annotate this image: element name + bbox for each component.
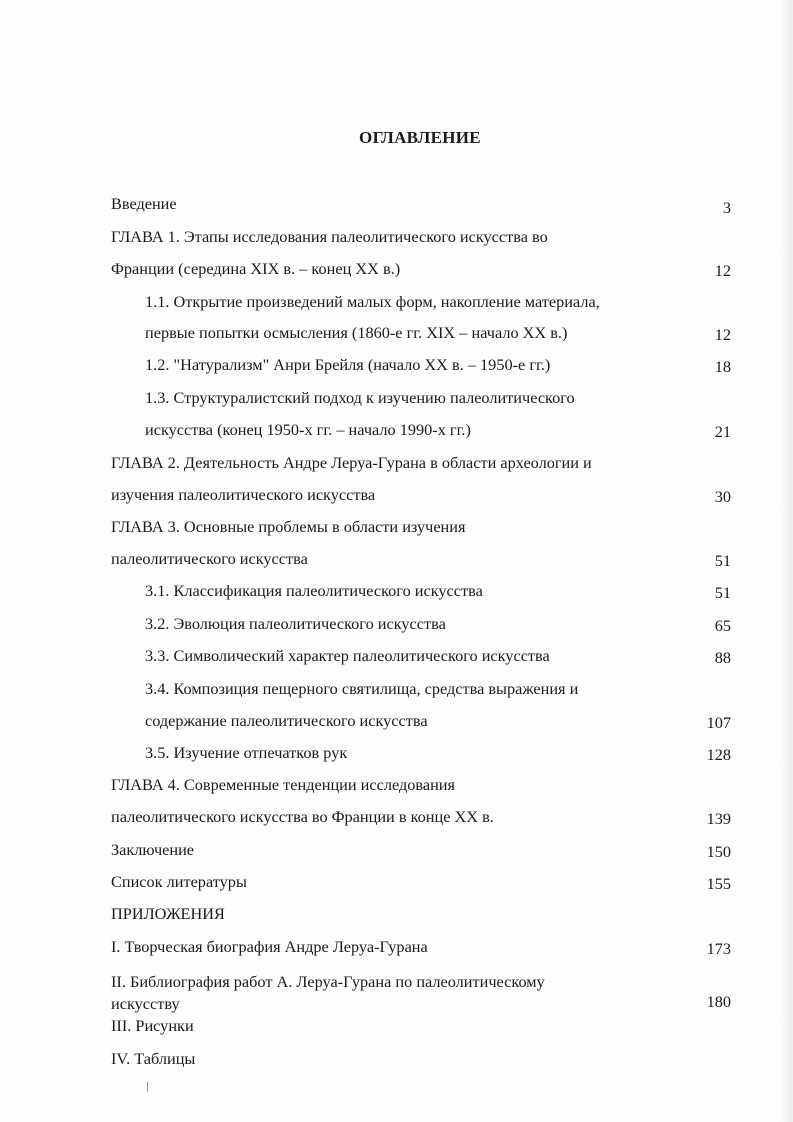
toc-entry-6-line-1: ГЛАВА 2. Деятельность Андре Леруа-Гурана в области археологии и bbox=[111, 453, 592, 472]
page-title: ОГЛАВЛЕНИЕ bbox=[359, 128, 481, 147]
toc-entry-13-page-number: 139 bbox=[706, 809, 731, 828]
toc-entry-20-line-1: IV. Таблицы bbox=[111, 1049, 196, 1068]
toc-entry-7-line-1: ГЛАВА 3. Основные проблемы в области изучения bbox=[111, 517, 466, 536]
toc-entry-4-line-1: 1.2. "Натурализм" Анри Брейля (начало XX в. – 1950-е гг.) bbox=[145, 355, 551, 374]
toc-entry-16-line-1: ПРИЛОЖЕНИЯ bbox=[111, 904, 225, 923]
toc-entry-17-line-1: I. Творческая биография Андре Леруа-Гурана bbox=[111, 937, 428, 956]
toc-entry-7-page-number: 51 bbox=[714, 551, 731, 570]
toc-entry-17-page-number: 173 bbox=[706, 939, 731, 958]
toc-entry-1-line-1: Введение bbox=[111, 194, 177, 213]
toc-entry-14-page-number: 150 bbox=[706, 842, 731, 861]
toc-entry-15-page-number: 155 bbox=[706, 874, 731, 893]
toc-entry-13-line-1: ГЛАВА 4. Современные тенденции исследования bbox=[111, 775, 456, 794]
toc-entry-6-page-number: 30 bbox=[714, 487, 731, 506]
toc-entry-9-page-number: 65 bbox=[714, 616, 731, 635]
toc-entry-1-page-number: 3 bbox=[722, 198, 731, 217]
toc-entry-5-line-1: 1.3. Структуралистский подход к изучению палеолитического bbox=[145, 388, 575, 407]
toc-entry-11-line-1: 3.4. Композиция пещерного святилища, средства выражения и bbox=[145, 679, 579, 698]
toc-entry-18-line-1: II. Библиография работ А. Леруа-Гурана по палеолитическому bbox=[111, 972, 545, 991]
toc-entry-8-page-number: 51 bbox=[714, 583, 731, 602]
toc-entry-8-line-1: 3.1. Классификация палеолитического искусства bbox=[145, 581, 483, 600]
scan-mark bbox=[147, 1082, 148, 1092]
toc-entry-5-page-number: 21 bbox=[714, 422, 731, 441]
toc-entry-15-line-1: Список литературы bbox=[111, 872, 247, 891]
toc-entry-3-page-number: 12 bbox=[714, 325, 731, 344]
toc-entry-11-line-2: содержание палеолитического искусства bbox=[145, 711, 428, 730]
toc-entry-10-page-number: 88 bbox=[714, 648, 731, 667]
toc-entry-2-page-number: 12 bbox=[714, 261, 731, 280]
toc-entry-11-page-number: 107 bbox=[706, 713, 731, 732]
toc-entry-6-line-2: изучения палеолитического искусства bbox=[111, 485, 376, 504]
toc-entry-7-line-2: палеолитического искусства bbox=[111, 549, 308, 568]
toc-entry-12-page-number: 128 bbox=[706, 745, 731, 764]
toc-entry-18-page-number: 180 bbox=[706, 992, 731, 1011]
toc-entry-4-page-number: 18 bbox=[714, 357, 731, 376]
toc-entry-12-line-1: 3.5. Изучение отпечатков рук bbox=[145, 743, 348, 762]
toc-entry-14-line-1: Заключение bbox=[111, 840, 195, 859]
toc-entry-3-line-2: первые попытки осмысления (1860-е гг. XIX – начало XX в.) bbox=[145, 323, 568, 342]
toc-entry-2-line-1: ГЛАВА 1. Этапы исследования палеолитического искусства во bbox=[111, 227, 548, 246]
toc-entry-3-line-1: 1.1. Открытие произведений малых форм, накопление материала, bbox=[145, 292, 600, 311]
toc-entry-19-line-1: III. Рисунки bbox=[111, 1016, 194, 1035]
toc-entry-2-line-2: Франции (середина XIX в. – конец XX в.) bbox=[111, 259, 401, 278]
toc-entry-9-line-1: 3.2. Эволюция палеолитического искусства bbox=[145, 614, 446, 633]
toc-entry-13-line-2: палеолитического искусства во Франции в конце XX в. bbox=[111, 807, 494, 826]
toc-entry-10-line-1: 3.3. Символический характер палеолитического искусства bbox=[145, 646, 550, 665]
toc-entry-5-line-2: искусства (конец 1950-х гг. – начало 1990-х гг.) bbox=[145, 420, 471, 439]
toc-entry-18-line-2: искусству bbox=[111, 994, 180, 1013]
